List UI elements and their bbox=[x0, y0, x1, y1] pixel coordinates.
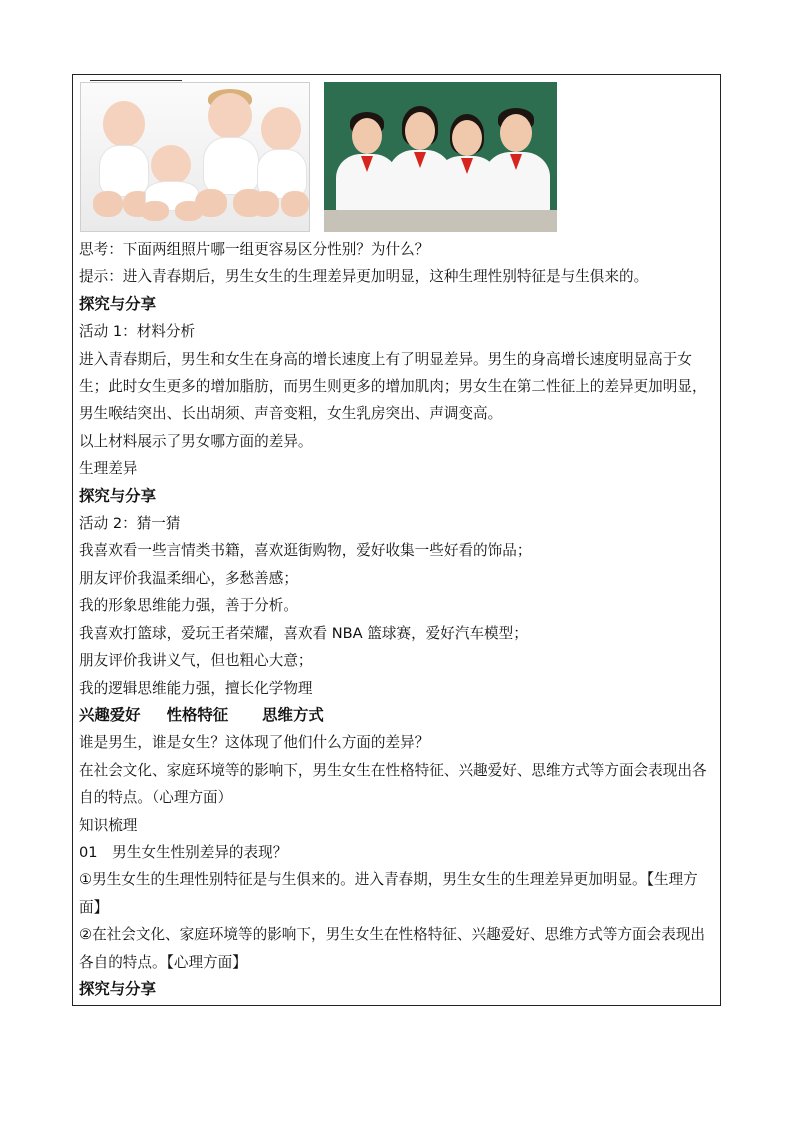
section-heading: 探究与分享 bbox=[79, 979, 156, 998]
section-heading: 探究与分享 bbox=[79, 294, 156, 313]
knowledge-title: 知识梳理 bbox=[79, 816, 138, 834]
question-text: 谁是男生，谁是女生？这体现了他们什么方面的差异？ bbox=[79, 734, 430, 752]
think-question: 思考：下面两组照片哪一组更容易区分性别？为什么？ bbox=[79, 241, 430, 258]
knowledge-point: ②在社会文化、家庭环境等的影响下，男生女生在性格特征、兴趣爱好、思维方式等方面会表现出各自的特点。【心理方面】 bbox=[79, 926, 706, 971]
students-photo bbox=[324, 82, 557, 232]
guess-line: 我喜欢打篮球，爱玩王者荣耀，喜欢看 NBA 篮球赛，爱好汽车模型； bbox=[79, 624, 528, 642]
psychology-paragraph: 在社会文化、家庭环境等的影响下，男生女生在性格特征、兴趣爱好、思维方式等方面会表现出各自的特点。（心理方面） bbox=[79, 761, 707, 807]
hint-text: 提示：进入青春期后，男生女生的生理差异更加明显，这种生理性别特征是与生俱来的。 bbox=[79, 268, 649, 286]
top-rule bbox=[90, 80, 182, 81]
lesson-text bbox=[79, 236, 715, 1003]
keyword-row bbox=[79, 702, 715, 729]
section-heading: 探究与分享 bbox=[79, 486, 156, 505]
activity-title: 活动 1：材料分析 bbox=[79, 323, 196, 341]
question-text: 以上材料展示了男女哪方面的差异。 bbox=[79, 432, 313, 450]
guess-line: 我的形象思维能力强，善于分析。 bbox=[79, 597, 298, 615]
activity-title: 活动 2：猜一猜 bbox=[79, 515, 181, 533]
answer-text: 生理差异 bbox=[79, 460, 138, 478]
keyword: 性格特征 bbox=[166, 705, 229, 724]
knowledge-point: ①男生女生的生理性别特征是与生俱来的。进入青春期，男生女生的生理差异更加明显。【生理方面】 bbox=[79, 871, 698, 916]
keyword: 兴趣爱好 bbox=[79, 705, 141, 724]
guess-line: 朋友评价我讲义气，但也粗心大意； bbox=[79, 652, 313, 670]
keyword: 思维方式 bbox=[262, 705, 324, 724]
knowledge-question: 01 男生女生性别差异的表现？ bbox=[79, 843, 288, 861]
guess-line: 我喜欢看一些言情类书籍，喜欢逛街购物，爱好收集一些好看的饰品； bbox=[79, 542, 532, 560]
material-paragraph: 进入青春期后，男生和女生在身高的增长速度上有了明显差异。男生的身高增长速度明显高于女生；此时女生更多的增加脂肪，而男生则更多的增加肌肉；男女生在第二性征上的差异更加明显，男生喉结突出、长出胡须、声音变粗，女生乳房突出、声调变高。 bbox=[79, 350, 707, 423]
babies-photo bbox=[80, 82, 310, 232]
guess-line: 我的逻辑思维能力强，擅长化学物理 bbox=[79, 679, 313, 697]
guess-line: 朋友评价我温柔细心，多愁善感； bbox=[79, 569, 298, 587]
